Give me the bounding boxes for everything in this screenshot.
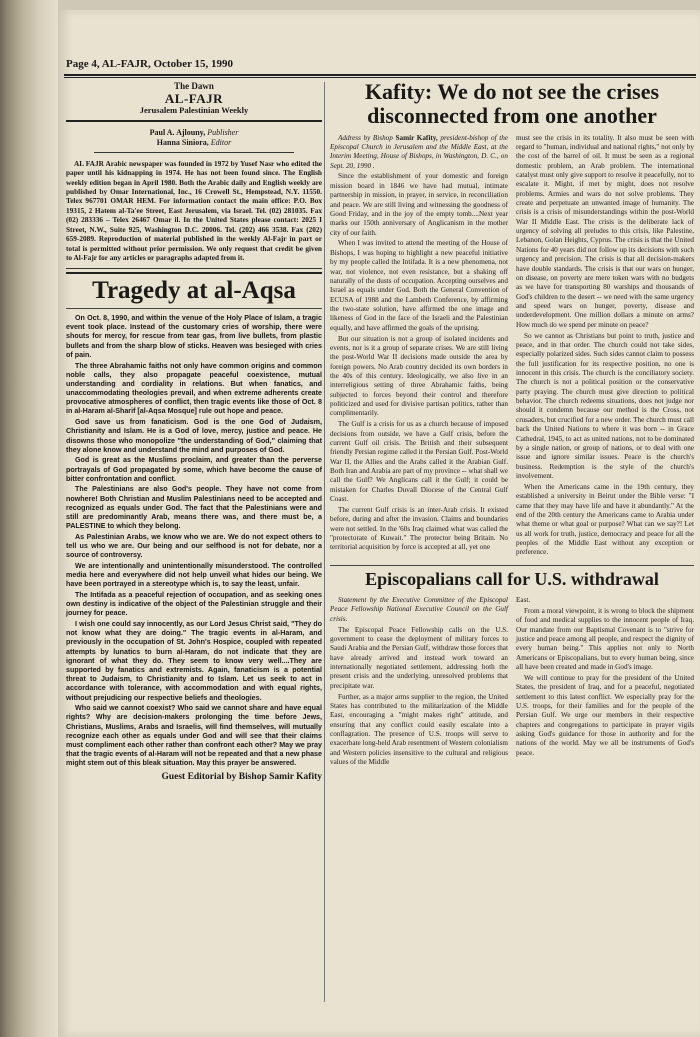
kafity-column-1 <box>330 134 508 560</box>
info-rule <box>66 268 322 269</box>
kafity-paragraph: must see the crisis in its totality. It also must be seen with regard to "human, individual and national rights," not only by the cost of the barrel of oil. It must be seen as a regional domestic problem, an Arab problem. The international catalyst must only give support to resolve it peacefully, not to escalate it. Might, if met by might, does not resolve problems. Armies and wars do not solve problems. They create and perpetuate an unwanted image of humanity. The crisis is a crisis of misunderstandings within the post-World War II Middle East. The crisis is the deliberate lack of urgency of solving all preludes to this crisis, like Palestine, Lebanon, Golan Heights, Cyprus. The crisis is that the United Nations for 40 years did not follow up its decisions with such urgency and precision. The crisis is that all decision-makers have double standards. The crisis is that our wars on hunger, on disease, on poverty are mere token wars with no budgets as we have for transporting 80 warships and thousands of God's children to the desert -- we need with the same urgency and speed wars on hunger, poverty, disease and underdevelopment. One million dollars a minute on arms? How much do we spend per minute on peace? <box>516 133 694 329</box>
page-header: Page 4, AL-FAJR, October 15, 1990 <box>66 58 234 70</box>
tragedy-paragraph: On Oct. 8, 1990, and within the venue of the Holy Place of Islam, a tragic event took place. Instead of the customary cries of worship, there were shouts for mercy, for rescue from tear gas, from live bullets, from plastic bullets and from the sharp blow of sticks. Heaven was besieged with cries of pain. <box>66 314 322 359</box>
kafity-paragraph: But our situation is not a group of isolated incidents and events, nor is it a group of separate crises. We are still living the post-World War II decisions made outside the area by foreign powers. No Arab country decided its own borders in the 40s of this century. Ideologically, we also live in an interreligious setting of three Abrahamic faiths, being subjected to forces beyond their control and therefore politicized and used for divisive partisan politics, rather than complimentarily. <box>330 334 508 418</box>
header-rule <box>64 74 696 76</box>
book-spine <box>0 0 58 1037</box>
tragedy-paragraph: The three Abrahamic faiths not only have common origins and common noble calls, they also propagate peaceful coexistence, mutual understanding and cordiality in relations. But when fanatics, and unaccommodating theologies prevail, and when extreme adherents create provocative atmospheres of conflict, then tragic events like those of Oct. 8 in al-Haram al-Sharif [al-Aqsa Mosque] rule out hope and peace. <box>66 361 322 416</box>
episcopalians-columns <box>330 596 694 769</box>
tragedy-paragraph: God is great as the Muslims proclaim, and greater than the perverse portrayals of God propagated by some, which have become the cause of bitter confrontation and conflict. <box>66 456 322 483</box>
publication-info: AL FAJR Arabic newspaper was founded in 1972 by Yusef Nasr who edited the paper until his kidnapping in 1974. He has not been found since. The English weekly edition began in April 1980. Both the Arabic daily and English weekly are published by Omar International, Inc., 16 Crowell St., Hempstead, N.Y. 11550. Telex 967701 OMAR HEM. For information contact the main office: P.O. Box 19315, 2 Hatem al-Ta'ee Street, East Jerusalem, via Israel. Tel. (02) 281035. Fax (02) 283336 – Telex 26467 Omar il. In the United States please contact: 2025 I Street, N.W., Suite 925, Washington D.C. 20006. Tel. (202) 466 3538. Fax (202) 659-2089. Reproduction of material published in the weekly Al-Fajr in part or total is permitted without prior permission. We only request that credit be given to Al-Fajr for any articles or paragraphs adapted from it. <box>66 158 322 263</box>
article-separator <box>330 565 694 566</box>
tragedy-paragraph: I wish one could say innocently, as our Lord Jesus Christ said, "They do not know what they are doing." The tragic events in al-Haram, and previously in the occupation of St. John's Hospice, coupled with repeated attempts by lunatics to burn al-Haram, do not indicate that they are ignorant of what they do. They seem to know very well....They are supported by fanatics and extremists. Again, fanaticism is a potential threat to Judaism, to Christianity and to Islam. Let us seek to act in accordance with tolerance, with accommodation and with equal rights, without prejudicing our respective beliefs and theologies. <box>66 620 322 702</box>
episcopalians-byline: Statement by the Executive Committee of the Episcopal Peace Fellowship National Executive Council on the Gulf crisis. <box>330 595 508 623</box>
tragedy-paragraph: We are intentionally and unintentionally misunderstood. The controlled media here and everywhere did not help unveil what hides our being. We have been portrayed in a stereotype which is, to say the least, unfair. <box>66 561 322 589</box>
episcopalians-article <box>330 570 694 769</box>
tragedy-body <box>66 314 322 769</box>
brand-the-dawn: The Dawn <box>174 81 214 91</box>
tragedy-paragraph: The Palestinians are also God's people. They have not come from nowhere! Both Christian and Muslim Palestinians need to be accepted and recognized as equals under God. The fact that the Palestinians were and still are predominantly Arab, means there was, and there must be, a PALESTINE to which they belong. <box>66 485 322 531</box>
tragedy-article <box>66 278 322 782</box>
kafity-paragraph: The current Gulf crisis is an inter-Arab crisis. It existed before, during and after the invasion. Claims and boundaries were not settled. In the '60s Iraq claimed what was called the "protectorate of Kuwait." The protector being Britain. No territorial acquisition by force is accepted at all, yet one <box>330 506 508 552</box>
episcopalians-column-2 <box>516 596 694 769</box>
brand-subtitle: Jerusalem Palestinian Weekly <box>139 105 249 116</box>
tragedy-paragraph: As Palestinian Arabs, we know who we are. We do not expect others to tell us who we are. Our being and our selfhood is not for debate, nor a source of controversy. <box>66 532 322 560</box>
kafity-paragraph: So we cannot as Christians but point to truth, justice and peace, and in that order. The church could not take sides, especially polarized sides. Such sides cannot claim to possess the full justification for its respective position, no one is innocent in this crisis. The church is the conciliatory society. The church is not a political position or the conservative party praying. The church must give direction to political behavior. The church redeems situations, does not judge nor should it condemn because our method is the Cross, not crusaders, but crucified for a new order. The church must call back the United Nations to where it was born -- in Grace Cathedral, 1945, to act as united nations, not to be dominated by a single nation, or group of nations, or to deal with one issue and ignore similar issues. Peace is the church's business. Redemption is the style of the church's involvement. <box>516 331 694 480</box>
episcopalians-paragraph: From a moral viewpoint, it is wrong to block the shipment of food and medical supplies to the innocent people of Iraq. Our mandate from our Baptismal Covenant is to "strive for justice and peace among all people, and respect the dignity of every human being." This applies not only to North Americans or Episcopalians, but to every human being, since all have been created and made in God's image. <box>516 606 694 671</box>
kafity-article <box>330 80 694 559</box>
tragedy-signature: Guest Editorial by Bishop Samir Kafity <box>161 771 322 782</box>
publisher-role: Publisher <box>207 127 239 137</box>
kafity-paragraph: When the Americans came in the 19th century, they established a university in Beirut under the Bible verse: "I came that they may have life and have it abundantly." At the end of the 20th century the Americans came to Arabia under what theme or what goal or purpose? What can we say?! Let us all work for truth, justice, democracy and peace for all the peoples of the Middle East without any exception or preference. <box>516 482 694 557</box>
publisher-name: Paul A. Ajlouny, <box>149 127 206 137</box>
episcopalians-paragraph: Further, as a major arms supplier to the region, the United States has contributed to the militarization of the Middle East, encouraging a "might makes right" attitude, and ensuring that any conflict could easily escalate into a conflagration. The presence of U.S. troops will serve to exacerbate long-held Arab resentment of Western colonialism and Western policies insensitive to the cultural and religious values of the Middle <box>330 692 508 767</box>
byline-name: Samir Kafity, <box>395 133 438 142</box>
staff-rule <box>94 152 294 153</box>
info-rule-thick <box>66 272 322 274</box>
kafity-headline: Kafity: We do not see the crises disconnected from one another <box>364 79 660 128</box>
brand-name: AL-FAJR <box>164 90 224 106</box>
column-divider <box>324 82 325 1002</box>
kafity-paragraph: When I was invited to attend the meeting of the House of Bishops, I was hoping to highlight a new peaceful initiative by my people called the Intifada. It is a new phenomena, not war, not violence, not even resistance, but a shaking off naturally of the dusts of occupation. Accepting ourselves and Israel as equals under God. Both the General Convention of ECUSA of 1988 and the Lambeth Conference, by affirming the two-state solution, have affirmed the one image and likeness of God in the face of the Israeli and the Palestinian equally, and have affirmed the goals of the uprising. <box>330 239 508 332</box>
episcopalians-paragraph: East. <box>516 595 531 604</box>
tragedy-paragraph: The Intifada as a peaceful rejection of occupation, and as seeking ones own destiny is indicative of the object of the Palestinian struggle and their journey for peace. <box>66 591 322 618</box>
byline-prefix: Address by Bishop <box>338 133 393 142</box>
brand-rule <box>66 120 322 122</box>
left-column <box>66 82 322 782</box>
episcopalians-paragraph: We will continue to pray for the president of the United States, the president of Iraq, and for a peaceful, negotiated settlement to this latest conflict. We especially pray for the U.S. troops, for their families and for the people of the Persian Gulf. We urge our members in their respective chapters and congregations to participate in prayer vigils asking God's guidance for those in authority and for the nations of the world. May we all be instruments of God's peace. <box>516 673 694 757</box>
episcopalians-paragraph: The Episcopal Peace Fellowship calls on the U.S. government to cease the deployment of military forces to Saudi Arabia and the Persian Gulf, withdraw those forces that have already arrived and instead work toward an internationally negotiated settlement, addressing both the present crisis and the underlying, unresolved problems that precipitate war. <box>330 625 508 690</box>
right-column <box>330 80 694 769</box>
kafity-byline <box>330 134 508 171</box>
episcopalians-headline: Episcopalians call for U.S. withdrawal <box>365 569 659 590</box>
publication-box <box>66 82 322 116</box>
byline-rest: president-bishop of the Episcopal Church in Jerusalem and the Middle East, at the Interim Meeting, House of Bishops, in Washington, D. C., on Sept. 20, 1990 . <box>330 133 508 170</box>
editor-role: Editor <box>210 137 232 147</box>
header-rule-thin <box>64 77 696 78</box>
kafity-column-2 <box>516 134 694 560</box>
staff-box <box>66 128 322 148</box>
tragedy-headline: Tragedy at al-Aqsa <box>66 278 322 309</box>
episcopalians-column-1 <box>330 596 508 769</box>
tragedy-paragraph: Who said we cannot coexist? Who said we cannot share and have equal rights? Why are decision-makers prolonging the time before Jews, Christians, Muslims, Arabs and Israelis, will find themselves, will mutually recognize each other as equals under God and will see that their claims must compliment each other rather than confront each other? May we pray that the tragic events of al-Haram will not be repeated and that a new phase might stem out of this bleak situation. May this prayer be answered. <box>66 704 322 768</box>
editor-line <box>66 138 322 148</box>
editor-name: Hanna Siniora, <box>156 137 209 147</box>
kafity-columns <box>330 134 694 560</box>
kafity-paragraph: Since the establishment of your domestic and foreign mission board in 1846 we have had mutual, intimate partnership in mission, in prayer, in service, in reconciliation and peace. We are still living and witnessing the goodness of Good Friday, and in the joy of the empty tomb....Next year marks our 150th anniversary of Anglicanism in the mother city of our faith. <box>330 172 508 237</box>
publisher-line <box>66 128 322 138</box>
tragedy-paragraph: God save us from fanaticism. God is the one God of Judaism, Christianity and Islam. He is a God of love, mercy, justice and peace. He disowns those who monopolize "the understanding of God," claiming that they alone know and understand the mind and purposes of God. <box>66 418 322 454</box>
kafity-paragraph: The Gulf is a crisis for us as a church because of imposed decisions from outside, we have a Gulf crisis, before the current Gulf oil crisis. The British and their subsequent friendly Persian regime called it the Persian Gulf. Post-World War II, the Allies and the Arabs called it the Arabian Gulf. Both Iran and Arabia are part of my province -- what shall we call the Gulf? We Anglicans call it the Gulf; it could be mistaken for Charles Duvall Diocese of the Central Gulf Coast. <box>330 420 508 504</box>
newspaper-page <box>58 10 700 1037</box>
